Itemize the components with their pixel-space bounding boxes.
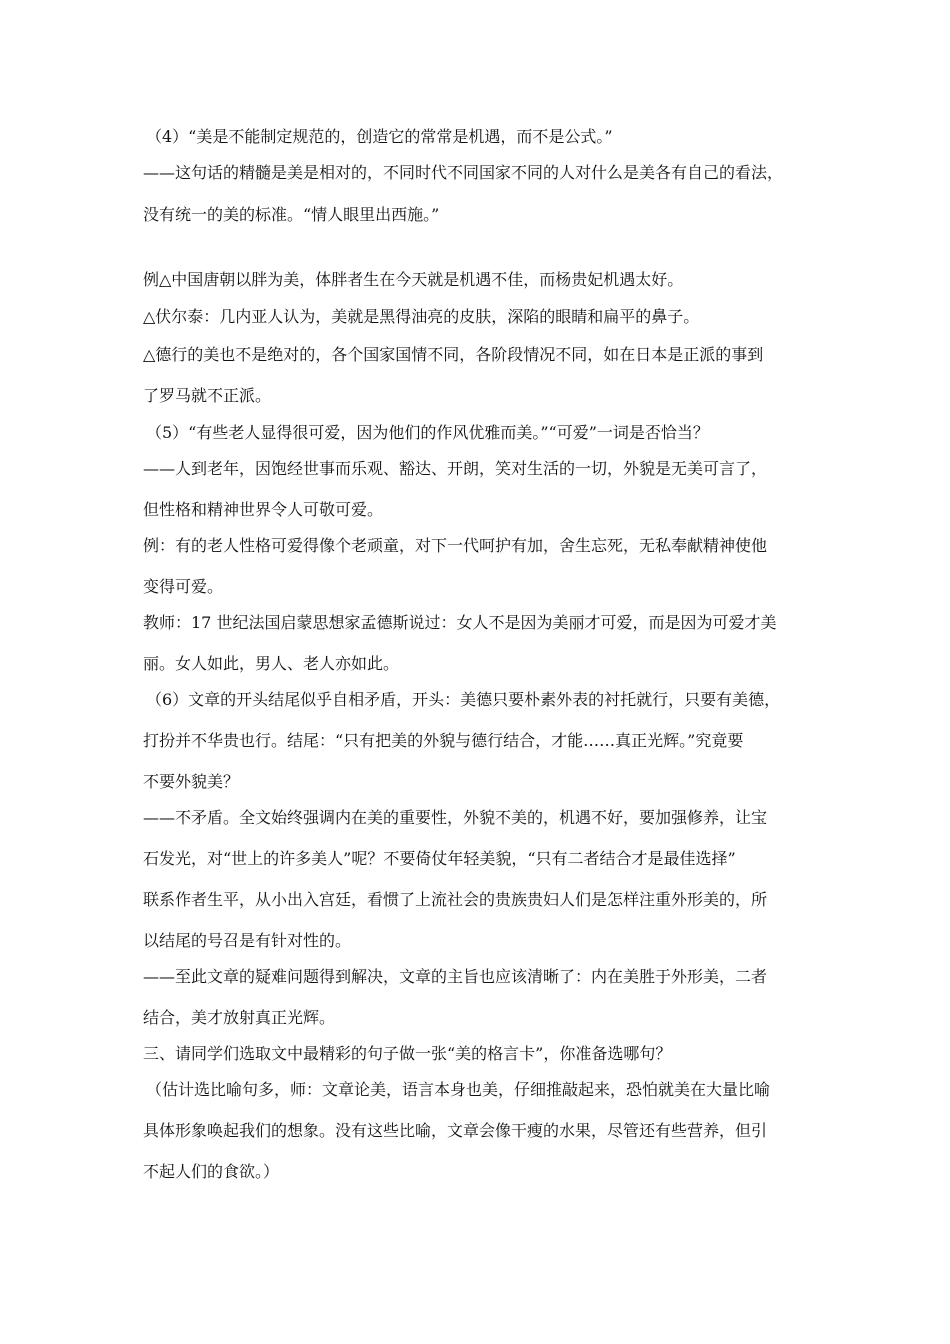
text-line: 但性格和精神世界令人可敬可爱。 (143, 500, 384, 519)
text-line: ——至此文章的疑难问题得到解决，文章的主旨也应该清晰了：内在美胜于外形美，二者 (143, 967, 768, 986)
text-line: 了罗马就不正派。 (143, 386, 272, 405)
text-line: △伏尔泰：几内亚人认为，美就是黑得油亮的皮肤，深陷的眼睛和扁平的鼻子。 (143, 307, 700, 326)
text-line: （估计选比喻句多，师：文章论美，语言本身也美，仔细推敲起来，恐怕就美在大量比喻 (146, 1080, 771, 1099)
text-line: （5）“有些老人显得很可爱，因为他们的作风优雅而美。”“可爱”一词是否恰当？ (146, 423, 709, 442)
text-line: 不起人们的食欲。） (143, 1162, 280, 1181)
text-line: 联系作者生平，从小出入宫廷，看惯了上流社会的贵族贵妇人们是怎样注重外形美的，所 (143, 890, 768, 909)
text-line: ——不矛盾。全文始终强调内在美的重要性，外貌不美的，机遇不好，要加强修养，让宝 (143, 808, 768, 827)
text-line: 石发光，对“世上的许多美人”呢？不要倚仗年轻美貌，“只有二者结合才是最佳选择” (143, 849, 736, 868)
text-line: ——人到老年，因饱经世事而乐观、豁达、开朗，笑对生活的一切，外貌是无美可言了， (143, 459, 768, 478)
text-line: 没有统一的美的标准。“情人眼里出西施。” (143, 205, 440, 224)
text-line: △德行的美也不是绝对的，各个国家国情不同，各阶段情况不同，如在日本是正派的事到 (143, 345, 764, 364)
text-line: （4）“美是不能制定规范的，创造它的常常是机遇，而不是公式。” (146, 127, 613, 146)
text-line: 三、请同学们选取文中最精彩的句子做一张“美的格言卡”，你准备选哪句？ (143, 1044, 672, 1063)
text-line: 打扮并不华贵也行。结尾：“只有把美的外貌与德行结合，才能……真正光辉。”究竟要 (143, 731, 744, 750)
text-line: 不要外貌美？ (143, 772, 240, 791)
text-line: 例：有的老人性格可爱得像个老顽童，对下一代呵护有加，舍生忘死，无私奉献精神使他 (143, 536, 768, 555)
text-line: 变得可爱。 (143, 577, 224, 596)
text-line: 丽。女人如此，男人、老人亦如此。 (143, 654, 400, 673)
text-line: 教师：17 世纪法国启蒙思想家孟德斯说过：女人不是因为美丽才可爱，而是因为可爱才美 (143, 613, 777, 632)
text-line: 以结尾的号召是有针对性的。 (143, 931, 352, 950)
text-line: 结合，美才放射真正光辉。 (143, 1008, 336, 1027)
text-line: （6）文章的开头结尾似乎自相矛盾，开头：美德只要朴素外表的衬托就行，只要有美德， (146, 690, 781, 709)
text-line: 具体形象唤起我们的想象。没有这些比喻，文章会像干瘦的水果，尽管还有些营养，但引 (143, 1121, 768, 1140)
text-line: ——这句话的精髓是美是相对的，不同时代不同国家不同的人对什么是美各有自己的看法， (143, 163, 784, 182)
text-line: 例△中国唐朝以胖为美，体胖者生在今天就是机遇不佳，而杨贵妃机遇太好。 (143, 270, 684, 289)
